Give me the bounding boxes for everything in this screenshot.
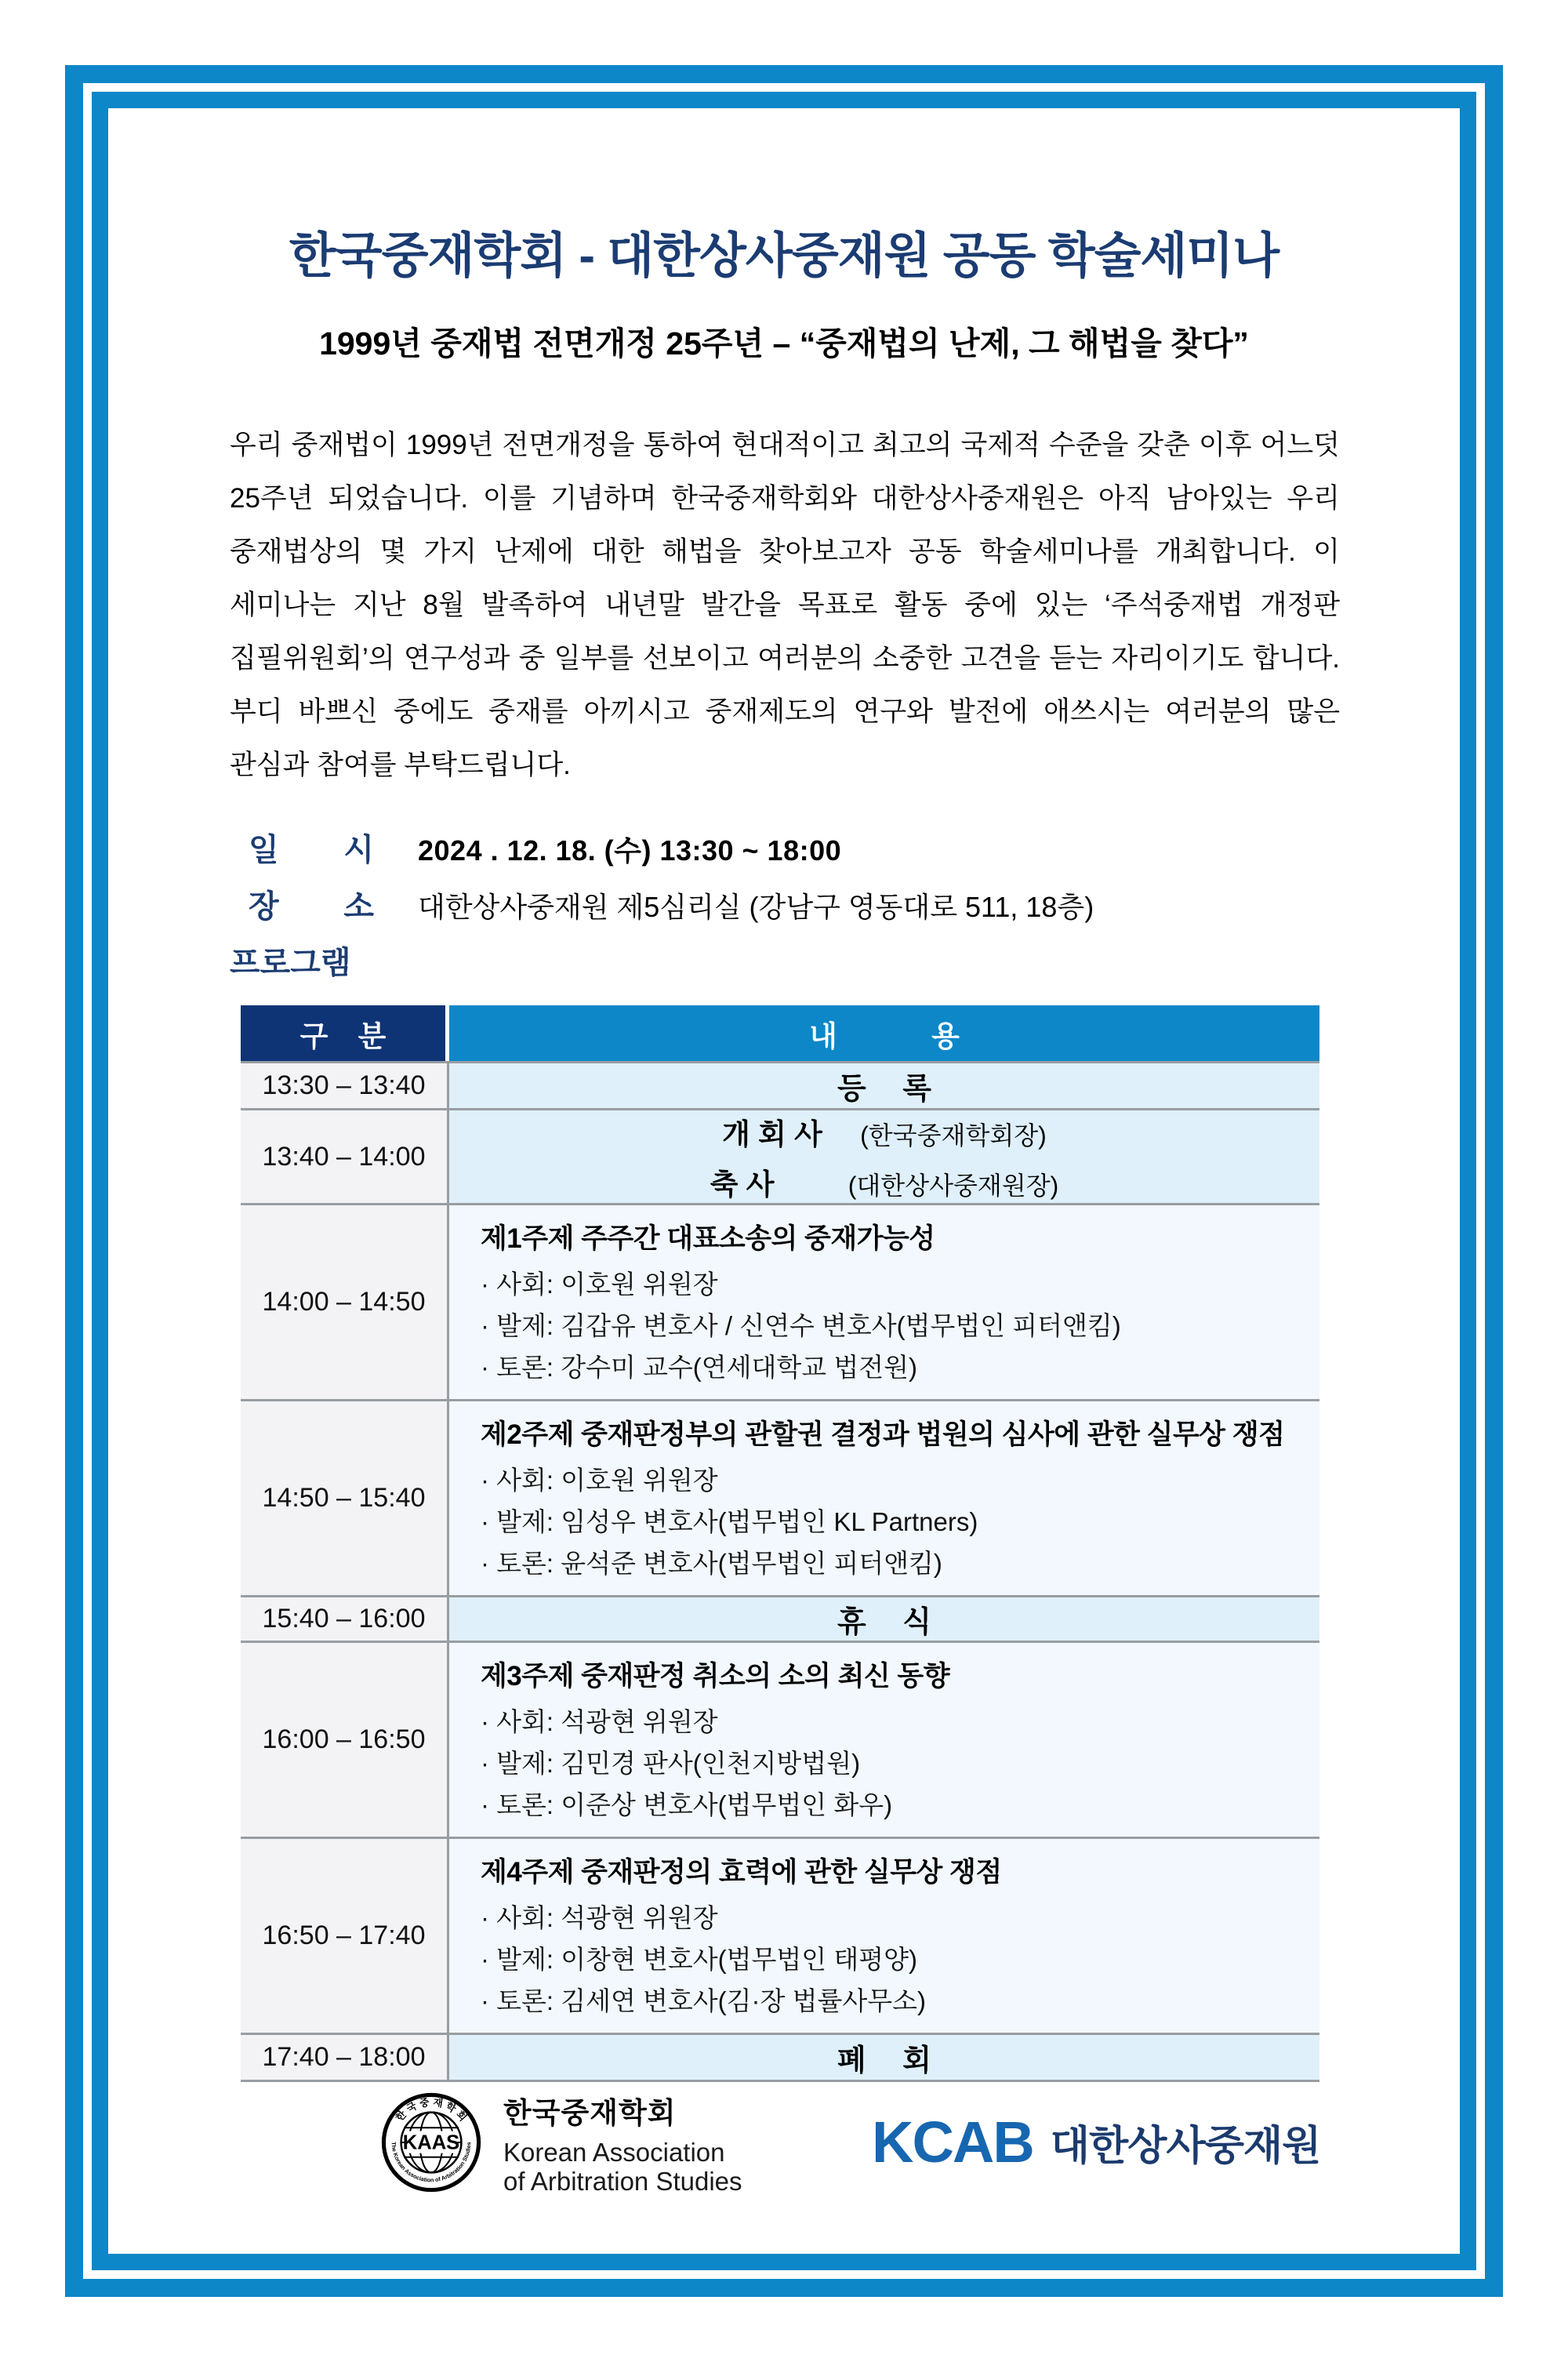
opening-speech-line bbox=[722, 1110, 1047, 1153]
speech-title: 개 회 사 bbox=[722, 1118, 822, 1150]
content-cell: 폐 회 bbox=[449, 2033, 1319, 2080]
speech-title: 축 사 bbox=[710, 1168, 775, 1201]
content-cell bbox=[449, 1641, 1319, 1837]
time-cell: 16:50 – 17:40 bbox=[241, 1837, 449, 2033]
session-topic: 제4주제 중재판정의 효력에 관한 실무상 쟁점 bbox=[481, 1857, 1002, 1888]
svg-text:KAAS: KAAS bbox=[402, 2131, 460, 2154]
program-table bbox=[241, 1005, 1319, 2082]
date-label bbox=[249, 825, 374, 870]
table-row-session-1 bbox=[241, 1203, 1319, 1399]
content-cell bbox=[449, 1837, 1319, 2033]
table-header-row bbox=[241, 1005, 1319, 1061]
venue-row bbox=[249, 881, 1094, 926]
kaas-name-english-line2: of Arbitration Studies bbox=[503, 2167, 742, 2196]
content-cell bbox=[449, 1108, 1319, 1203]
session-details bbox=[481, 1263, 1304, 1388]
content-cell: 휴 식 bbox=[449, 1595, 1319, 1641]
session-presenter: · 발제: 이창현 변호사(법무법인 태평양) bbox=[481, 1945, 917, 1974]
kaas-name-korean: 한국중재학회 bbox=[503, 2097, 677, 2129]
session-moderator: · 사회: 석광현 위원장 bbox=[481, 1707, 718, 1736]
session-presenter: · 발제: 김민경 판사(인천지방법원) bbox=[481, 1749, 861, 1778]
program-heading: 프로그램 bbox=[230, 946, 351, 980]
speech-org: (대한상사중재원장) bbox=[848, 1172, 1059, 1200]
time-cell: 14:00 – 14:50 bbox=[241, 1203, 449, 1399]
table-row-registration bbox=[241, 1061, 1319, 1108]
date-label-char: 일 bbox=[249, 833, 279, 867]
session-details bbox=[481, 1701, 1304, 1826]
time-cell: 13:30 – 13:40 bbox=[241, 1061, 449, 1108]
date-label-char: 시 bbox=[343, 833, 374, 867]
session-presenter: · 발제: 임성우 변호사(법무법인 KL Partners) bbox=[481, 1507, 978, 1536]
time-cell: 13:40 – 14:00 bbox=[241, 1108, 449, 1203]
date-value: 2024 . 12. 18. (수) 13:30 ~ 18:00 bbox=[418, 834, 842, 867]
session-moderator: · 사회: 이호원 위원장 bbox=[481, 1270, 718, 1299]
time-cell: 15:40 – 16:00 bbox=[241, 1595, 449, 1641]
table-row-session-3 bbox=[241, 1641, 1319, 1837]
time-cell: 14:50 – 15:40 bbox=[241, 1399, 449, 1595]
session-topic: 제3주제 중재판정 취소의 소의 최신 동향 bbox=[481, 1661, 950, 1692]
content-cell: 등 록 bbox=[449, 1061, 1319, 1108]
table-row-closing bbox=[241, 2033, 1319, 2080]
session-moderator: · 사회: 석광현 위원장 bbox=[481, 1903, 718, 1932]
kcab-name-korean: 대한상사중재원 bbox=[1050, 2124, 1321, 2169]
time-cell: 16:00 – 16:50 bbox=[241, 1641, 449, 1837]
table-row-session-2 bbox=[241, 1399, 1319, 1595]
speech-org: (한국중재학회장) bbox=[860, 1121, 1047, 1150]
time-cell: 17:40 – 18:00 bbox=[241, 2033, 449, 2080]
venue-label bbox=[249, 881, 374, 926]
column-header-time: 구 분 bbox=[241, 1005, 449, 1061]
kaas-wordmark bbox=[503, 2089, 742, 2196]
table-row-opening bbox=[241, 1108, 1319, 1203]
date-row bbox=[249, 825, 841, 870]
table-row-session-4 bbox=[241, 1837, 1319, 2033]
venue-value: 대한상사중재원 제5심리실 (강남구 영동대로 511, 18층) bbox=[418, 891, 1094, 923]
table-row-break bbox=[241, 1595, 1319, 1641]
intro-paragraph: 우리 중재법이 1999년 전면개정을 통하여 현대적이고 최고의 국제적 수준을 갖춘 이후 어느덧 25주년 되었습니다. 이를 기념하며 한국중재학회와 대한상사중재원은 아직 남아있는 우리 중재법상의 몇 가지 난제에 대한 해법을 찾아보고자 공동 학술세미나를 개최합니다. 이 세미나는 지난 8월 발족하여 내년말 발간을 목표로 활동 중에 있는 ‘주석중재법 개정판 집필위원회’의 연구성과 중 일부를 선보이고 여러분의 소중한 고견을 듣는 자리이기도 합니다. 부디 바쁘신 중에도 중재를 아끼시고 중재제도의 연구와 발전에 애쓰시는 여러분의 많은 관심과 참여를 부탁드립니다. bbox=[230, 430, 1340, 780]
kcab-latin-wordmark: KCAB bbox=[872, 2109, 1033, 2175]
session-details bbox=[481, 1897, 1304, 2022]
kaas-seal-icon bbox=[381, 2092, 481, 2193]
kaas-name-english-line1: Korean Association bbox=[503, 2138, 725, 2167]
page-subtitle: 1999년 중재법 전면개정 25주년 – “중재법의 난제, 그 해법을 찾다” bbox=[319, 325, 1249, 362]
session-discussant: · 토론: 김세연 변호사(김·장 법률사무소) bbox=[481, 1986, 926, 2015]
svg-text:The Korean Association of Arbi: The Korean Association of Arbitration Studies bbox=[390, 2142, 473, 2184]
kaas-name-english bbox=[503, 2138, 742, 2196]
content-cell bbox=[449, 1203, 1319, 1399]
session-topic: 제1주제 주주간 대표소송의 중재가능성 bbox=[481, 1223, 935, 1254]
session-discussant: · 토론: 윤석준 변호사(법무법인 피터앤킴) bbox=[481, 1549, 942, 1578]
venue-label-char: 장 bbox=[249, 889, 279, 924]
session-topic: 제2주제 중재판정부의 관할권 결정과 법원의 심사에 관한 실무상 쟁점 bbox=[481, 1419, 1285, 1450]
congratulatory-speech-line bbox=[710, 1161, 1059, 1203]
session-presenter: · 발제: 김갑유 변호사 / 신연수 변호사(법무법인 피터앤킴) bbox=[481, 1311, 1121, 1340]
svg-text:한 국 중 재 학 회: 한 국 중 재 학 회 bbox=[393, 2095, 470, 2124]
session-moderator: · 사회: 이호원 위원장 bbox=[481, 1466, 718, 1495]
content-cell bbox=[449, 1399, 1319, 1595]
session-details bbox=[481, 1459, 1304, 1584]
session-discussant: · 토론: 강수미 교수(연세대학교 법전원) bbox=[481, 1353, 917, 1382]
kaas-logo-group bbox=[381, 2089, 742, 2196]
venue-label-char: 소 bbox=[343, 889, 374, 924]
column-header-content: 내 용 bbox=[449, 1005, 1319, 1061]
page-title: 한국중재학회 - 대한상사중재원 공동 학술세미나 bbox=[289, 229, 1279, 283]
kcab-logo-group bbox=[872, 2109, 1321, 2175]
session-discussant: · 토론: 이준상 변호사(법무법인 화우) bbox=[481, 1790, 893, 1819]
